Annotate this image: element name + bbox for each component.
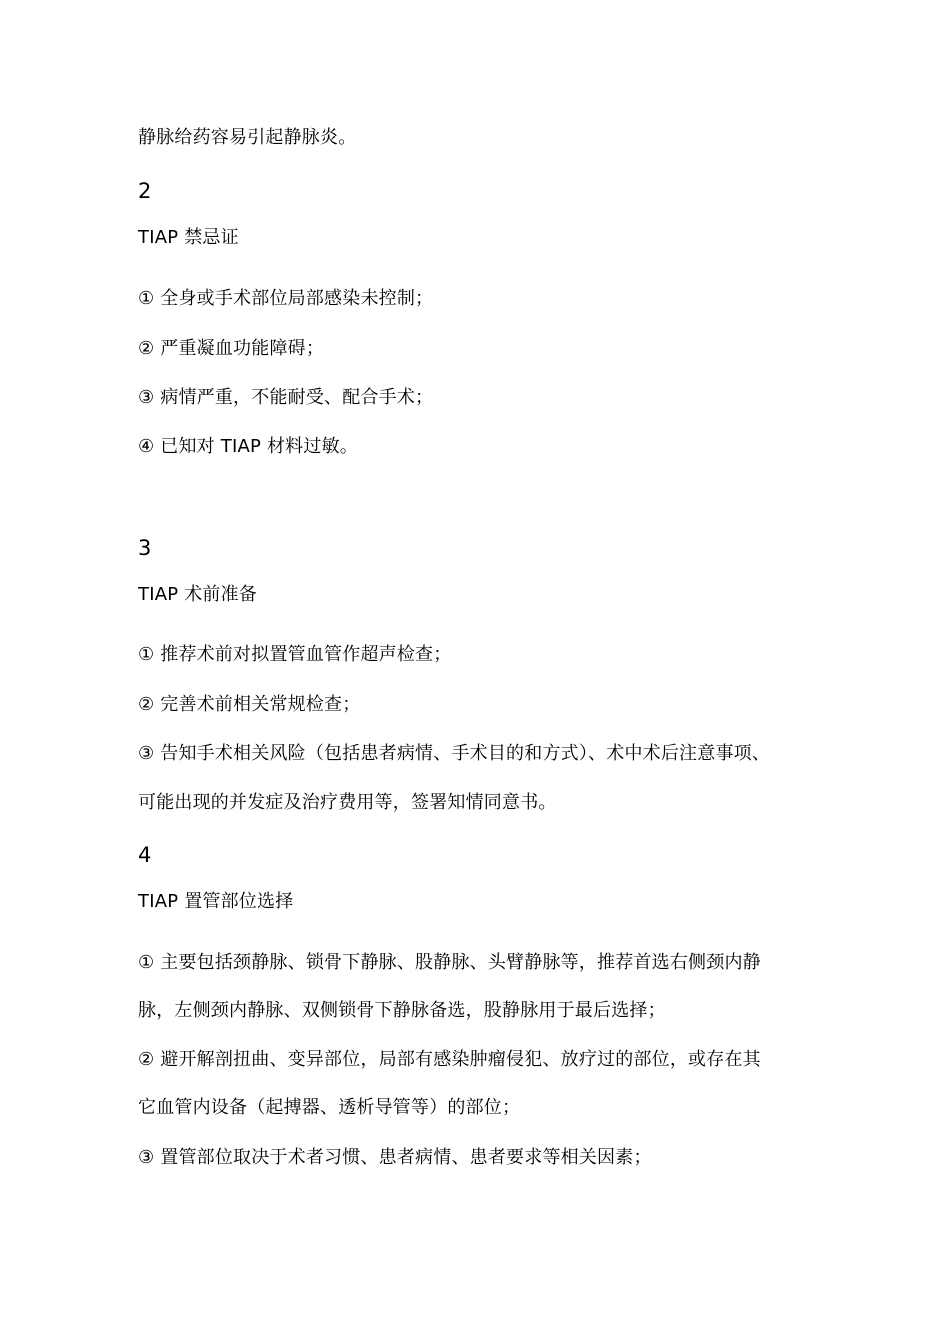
list-item: ④ 已知对 TIAP 材料过敏。 bbox=[138, 436, 358, 457]
section-number: 4 bbox=[138, 843, 152, 867]
section-number: 3 bbox=[138, 536, 152, 560]
list-item: 脉，左侧颈内静脉、双侧锁骨下静脉备选，股静脉用于最后选择； bbox=[138, 1000, 666, 1021]
section-heading: TIAP 置管部位选择 bbox=[138, 891, 294, 912]
list-item: ③ 告知手术相关风险（包括患者病情、手术目的和方式）、术中术后注意事项、 bbox=[138, 743, 771, 764]
list-item: ② 严重凝血功能障碍； bbox=[138, 338, 325, 359]
intro-line: 静脉给药容易引起静脉炎。 bbox=[138, 127, 357, 148]
section-heading: TIAP 禁忌证 bbox=[138, 227, 239, 248]
list-item: ① 推荐术前对拟置管血管作超声检查； bbox=[138, 644, 452, 665]
list-item: ③ 置管部位取决于术者习惯、患者病情、患者要求等相关因素； bbox=[138, 1147, 652, 1168]
list-item: 可能出现的并发症及治疗费用等，签署知情同意书。 bbox=[138, 792, 557, 813]
section-number: 2 bbox=[138, 179, 152, 203]
list-item: ③ 病情严重，不能耐受、配合手术； bbox=[138, 387, 434, 408]
list-item: ① 主要包括颈静脉、锁骨下静脉、股静脉、头臂静脉等，推荐首选右侧颈内静 bbox=[138, 952, 761, 973]
list-item: 它血管内设备（起搏器、透析导管等）的部位； bbox=[138, 1097, 521, 1118]
list-item: ② 避开解剖扭曲、变异部位，局部有感染肿瘤侵犯、放疗过的部位，或存在其 bbox=[138, 1049, 761, 1070]
list-item: ② 完善术前相关常规检查； bbox=[138, 694, 361, 715]
list-item: ① 全身或手术部位局部感染未控制； bbox=[138, 288, 434, 309]
section-heading: TIAP 术前准备 bbox=[138, 584, 257, 605]
